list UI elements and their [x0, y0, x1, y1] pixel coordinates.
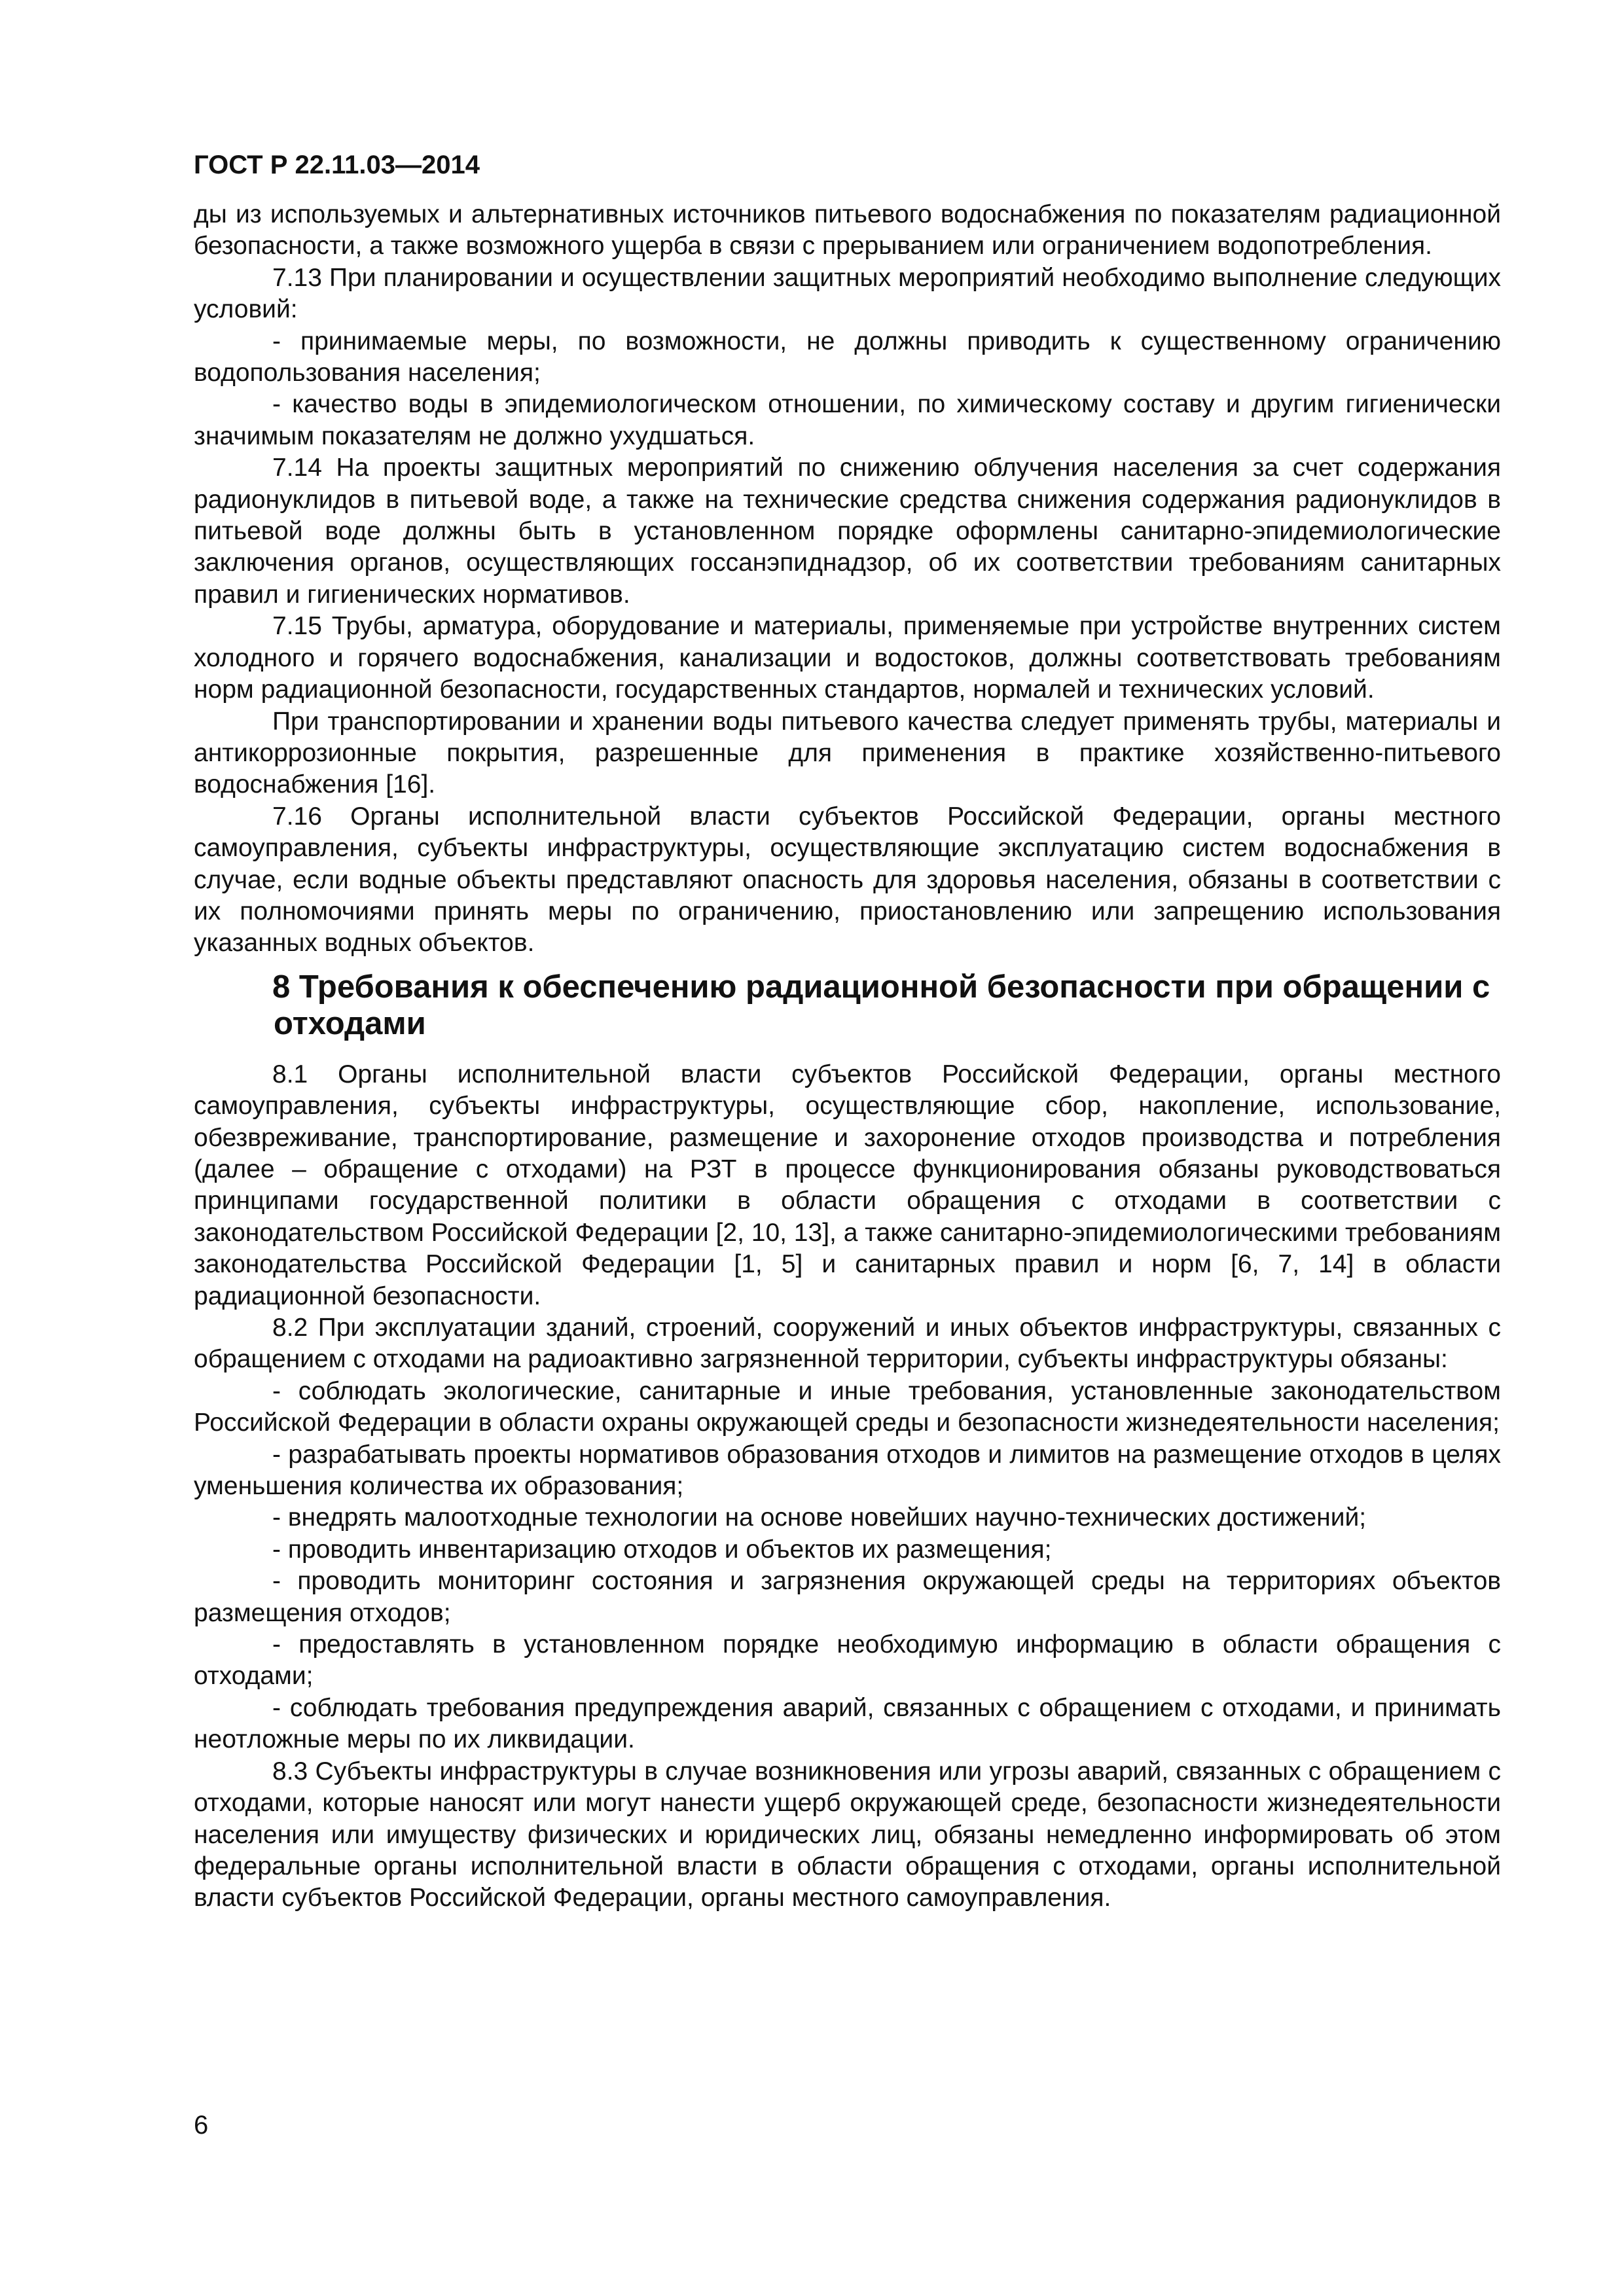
- section-heading: 8 Требования к обеспечению радиационной безопасности при обращении с отходами: [272, 969, 1490, 1041]
- list-item: - соблюдать экологические, санитарные и иные требования, установленные законодательством Российской Федерации в области охраны окружающей среды и безопасности жизнедеятельности населения;: [194, 1376, 1501, 1437]
- paragraph: ды из используемых и альтернативных источников питьевого водоснабжения по показателям радиационной безопасности, а также возможного ущерба в связи с прерыванием или ограничением водопотребления.: [194, 200, 1501, 260]
- list-item: - соблюдать требования предупреждения аварий, связанных с обращением с отходами, и принимать неотложные меры по их ликвидации.: [194, 1693, 1501, 1754]
- paragraph: 7.15 Трубы, арматура, оборудование и материалы, применяемые при устройстве внутренних систем холодного и горячего водоснабжения, канализации и водостоков, должны соответствовать требованиям норм радиационной безопасности, государственных стандартов, нормалей и технических условий.: [194, 612, 1501, 704]
- paragraph: 8.2 При эксплуатации зданий, строений, сооружений и иных объектов инфраструктуры, связанных с обращением с отходами на радиоактивно загрязненной территории, субъекты инфраструктуры обязаны:: [194, 1314, 1501, 1374]
- list-item: - разрабатывать проекты нормативов образования отходов и лимитов на размещение отходов в целях уменьшения количества их образования;: [194, 1440, 1501, 1501]
- paragraph: 7.14 На проекты защитных мероприятий по снижению облучения населения за счет содержания радионуклидов в питьевой воде, а также на технические средства снижения содержания радионуклидов в питьевой воде должны быть в установленном порядке оформлены санитарно-эпидемиологические заключения органов, осуществляющих госсанэпиднадзор, об их соответствии требованиям санитарных правил и гигиенических нормативов.: [194, 454, 1501, 609]
- paragraph: 7.16 Органы исполнительной власти субъектов Российской Федерации, органы местного самоуправления, субъекты инфраструктуры, осуществляющие эксплуатацию систем водоснабжения в случае, если водные объекты представляют опасность для здоровья населения, обязаны в соответствии с их полномочиями принять меры по ограничению, приостановлению или запрещению использования указанных водных объектов.: [194, 802, 1501, 958]
- document-page: [194, 149, 1501, 2231]
- list-item: - проводить инвентаризацию отходов и объектов их размещения;: [272, 1535, 1052, 1564]
- page-number: 6: [194, 2111, 209, 2140]
- body-text-top: [194, 199, 1501, 960]
- list-item: - принимаемые меры, по возможности, не должны приводить к существенному ограничению водопользования населения;: [194, 327, 1501, 387]
- paragraph: 8.1 Органы исполнительной власти субъектов Российской Федерации, органы местного самоуправления, субъекты инфраструктуры, осуществляющие сбор, накопление, использование, обезвреживание, транспортирование, размещение и захоронение отходов производства и потребления (далее – обращение с отходами) на РЗТ в процессе функционирования обязаны руководствоваться принципами государственной политики в области обращения с отходами в соответствии с законодательством Российской Федерации [2, 10, 13], а также санитарно-эпидемиологическими требованиям законодательства Российской Федерации [1, 5] и санитарных правил и норм [6, 7, 14] в области радиационной безопасности.: [194, 1060, 1501, 1310]
- document-id-header: ГОСТ Р 22.11.03—2014: [194, 151, 480, 179]
- list-item: - предоставлять в установленном порядке необходимую информацию в области обращения с отходами;: [194, 1630, 1501, 1691]
- paragraph: При транспортировании и хранении воды питьевого качества следует применять трубы, материалы и антикоррозионные покрытия, разрешенные для применения в практике хозяйственно-питьевого водоснабжения [16].: [194, 707, 1501, 799]
- body-text-bottom: [194, 1059, 1501, 1914]
- list-item: - качество воды в эпидемиологическом отношении, по химическому составу и другим гигиенически значимым показателям не должно ухудшаться.: [194, 390, 1501, 450]
- list-item: - внедрять малоотходные технологии на основе новейших научно-технических достижений;: [272, 1503, 1367, 1532]
- list-item: - проводить мониторинг состояния и загрязнения окружающей среды на территориях объектов размещения отходов;: [194, 1567, 1501, 1627]
- paragraph: 7.13 При планировании и осуществлении защитных мероприятий необходимо выполнение следующих условий:: [194, 263, 1501, 324]
- paragraph: 8.3 Субъекты инфраструктуры в случае возникновения или угрозы аварий, связанных с обращением с отходами, которые наносят или могут нанести ущерб окружающей среде, безопасности жизнедеятельности населения или имуществу физических и юридических лиц, обязаны немедленно информировать об этом федеральные органы исполнительной власти в области обращения с отходами, органы исполнительной власти субъектов Российской Федерации, органы местного самоуправления.: [194, 1757, 1501, 1912]
